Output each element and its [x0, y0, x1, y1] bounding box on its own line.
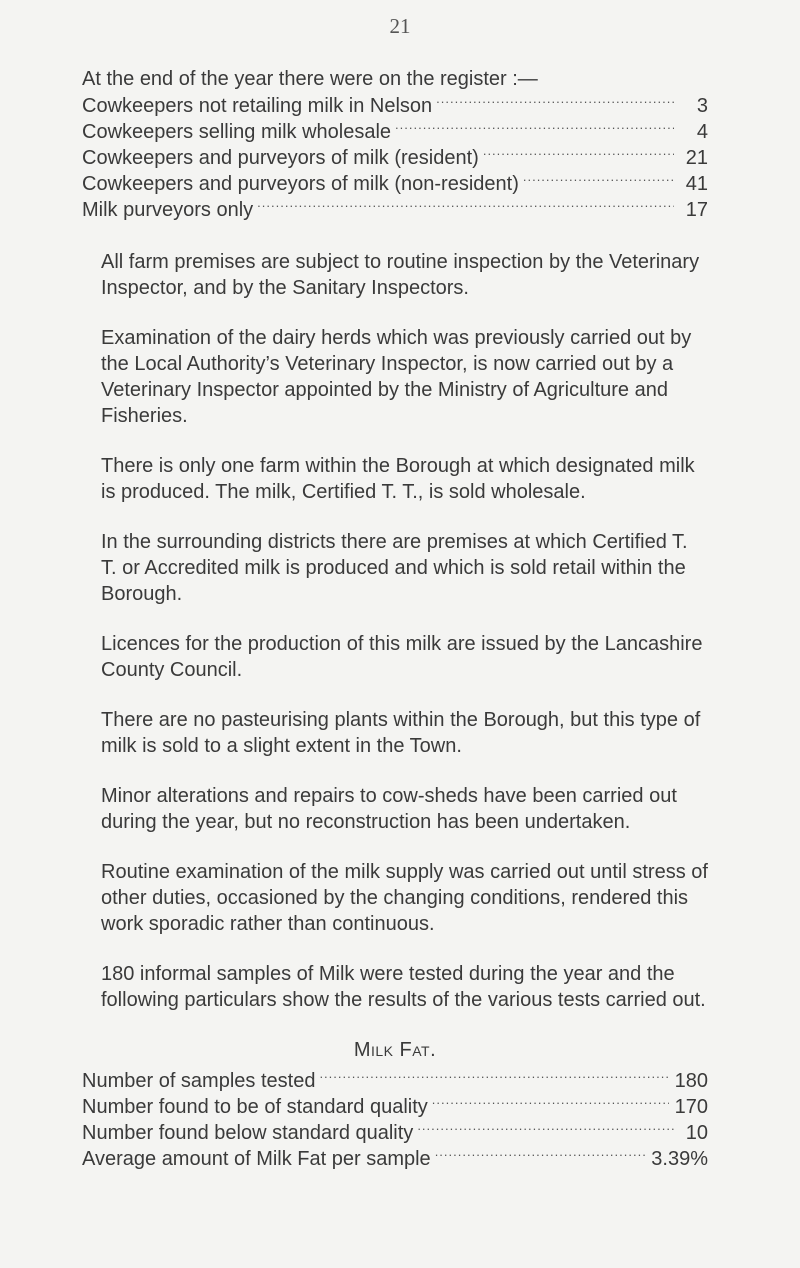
dot-leader [417, 1119, 674, 1139]
page-number: 21 [389, 14, 411, 38]
dot-leader [436, 92, 674, 112]
paragraph-routine-examination: Routine examination of the milk supply was carried out until stress of other duties, occasioned by the changing conditions, rendered this work sporadic rather than continuous. [101, 861, 708, 935]
register-row [82, 144, 708, 170]
milk-fat-row-value: 170 [674, 1096, 708, 1118]
page-content [82, 66, 708, 1171]
paragraph-licences: Licences for the production of this milk are issued by the Lancashire County Council. [101, 633, 703, 681]
paragraph-surrounding-districts: In the surrounding districts there are premises at which Certified T. T. or Accredited milk is produced and which is sold retail within the Borough. [101, 531, 688, 605]
paragraph-samples: 180 informal samples of Milk were tested during the year and the following particulars show the results of the various tests carried out. [101, 963, 706, 1011]
milk-fat-row-label: Average amount of Milk Fat per sample [82, 1148, 431, 1170]
dot-leader [435, 1145, 646, 1165]
milk-fat-list [82, 1067, 708, 1171]
register-list [82, 92, 708, 222]
dot-leader [432, 1093, 669, 1113]
register-row-value: 3 [696, 95, 708, 117]
register-row-label: Cowkeepers and purveyors of milk (non-resident) [82, 173, 519, 195]
milk-fat-row-value: 10 [685, 1122, 708, 1144]
dot-leader [523, 170, 674, 190]
register-row-value: 41 [685, 173, 708, 195]
register-row [82, 196, 708, 222]
dot-leader [319, 1067, 668, 1087]
dot-leader [257, 196, 674, 216]
milk-fat-row-value: 3.39% [651, 1148, 708, 1170]
dot-leader [483, 144, 674, 164]
section-heading-milk-fat: Milk Fat. [353, 1039, 437, 1061]
milk-fat-row [82, 1067, 708, 1093]
paragraph-inspection: All farm premises are subject to routine inspection by the Veterinary Inspector, and by the Sanitary Inspectors. [101, 251, 700, 299]
register-row [82, 170, 708, 196]
milk-fat-row [82, 1145, 708, 1171]
register-intro: At the end of the year there were on the register :— [82, 68, 538, 90]
register-row-label: Cowkeepers and purveyors of milk (resident) [82, 147, 479, 169]
register-row [82, 118, 708, 144]
milk-fat-row-label: Number found below standard quality [82, 1122, 414, 1144]
paragraph-designated-milk: There is only one farm within the Borough at which designated milk is produced. The milk, Certified T. T., is sold wholesale. [101, 455, 695, 503]
paragraph-herd-examination: Examination of the dairy herds which was previously carried out by the Local Authority’s Veterinary Inspector, is now carried out by a Veterinary Inspector appointed by the Ministry of Agriculture and Fisheries. [101, 327, 692, 427]
register-row-label: Cowkeepers not retailing milk in Nelson [82, 95, 433, 117]
milk-fat-row [82, 1093, 708, 1119]
register-row-label: Milk purveyors only [82, 199, 254, 221]
paragraph-cow-sheds: Minor alterations and repairs to cow-sheds have been carried out during the year, but no reconstruction has been undertaken. [101, 785, 677, 833]
register-row-value: 17 [685, 199, 708, 221]
milk-fat-row-value: 180 [674, 1070, 708, 1092]
paragraph-pasteurising: There are no pasteurising plants within the Borough, but this type of milk is sold to a slight extent in the Town. [101, 709, 701, 757]
milk-fat-row-label: Number of samples tested [82, 1070, 316, 1092]
register-row-label: Cowkeepers selling milk wholesale [82, 121, 392, 143]
register-row-value: 21 [685, 147, 708, 169]
milk-fat-row-label: Number found to be of standard quality [82, 1096, 428, 1118]
register-row [82, 92, 708, 118]
milk-fat-row [82, 1119, 708, 1145]
register-row-value: 4 [696, 121, 708, 143]
dot-leader [395, 118, 674, 138]
